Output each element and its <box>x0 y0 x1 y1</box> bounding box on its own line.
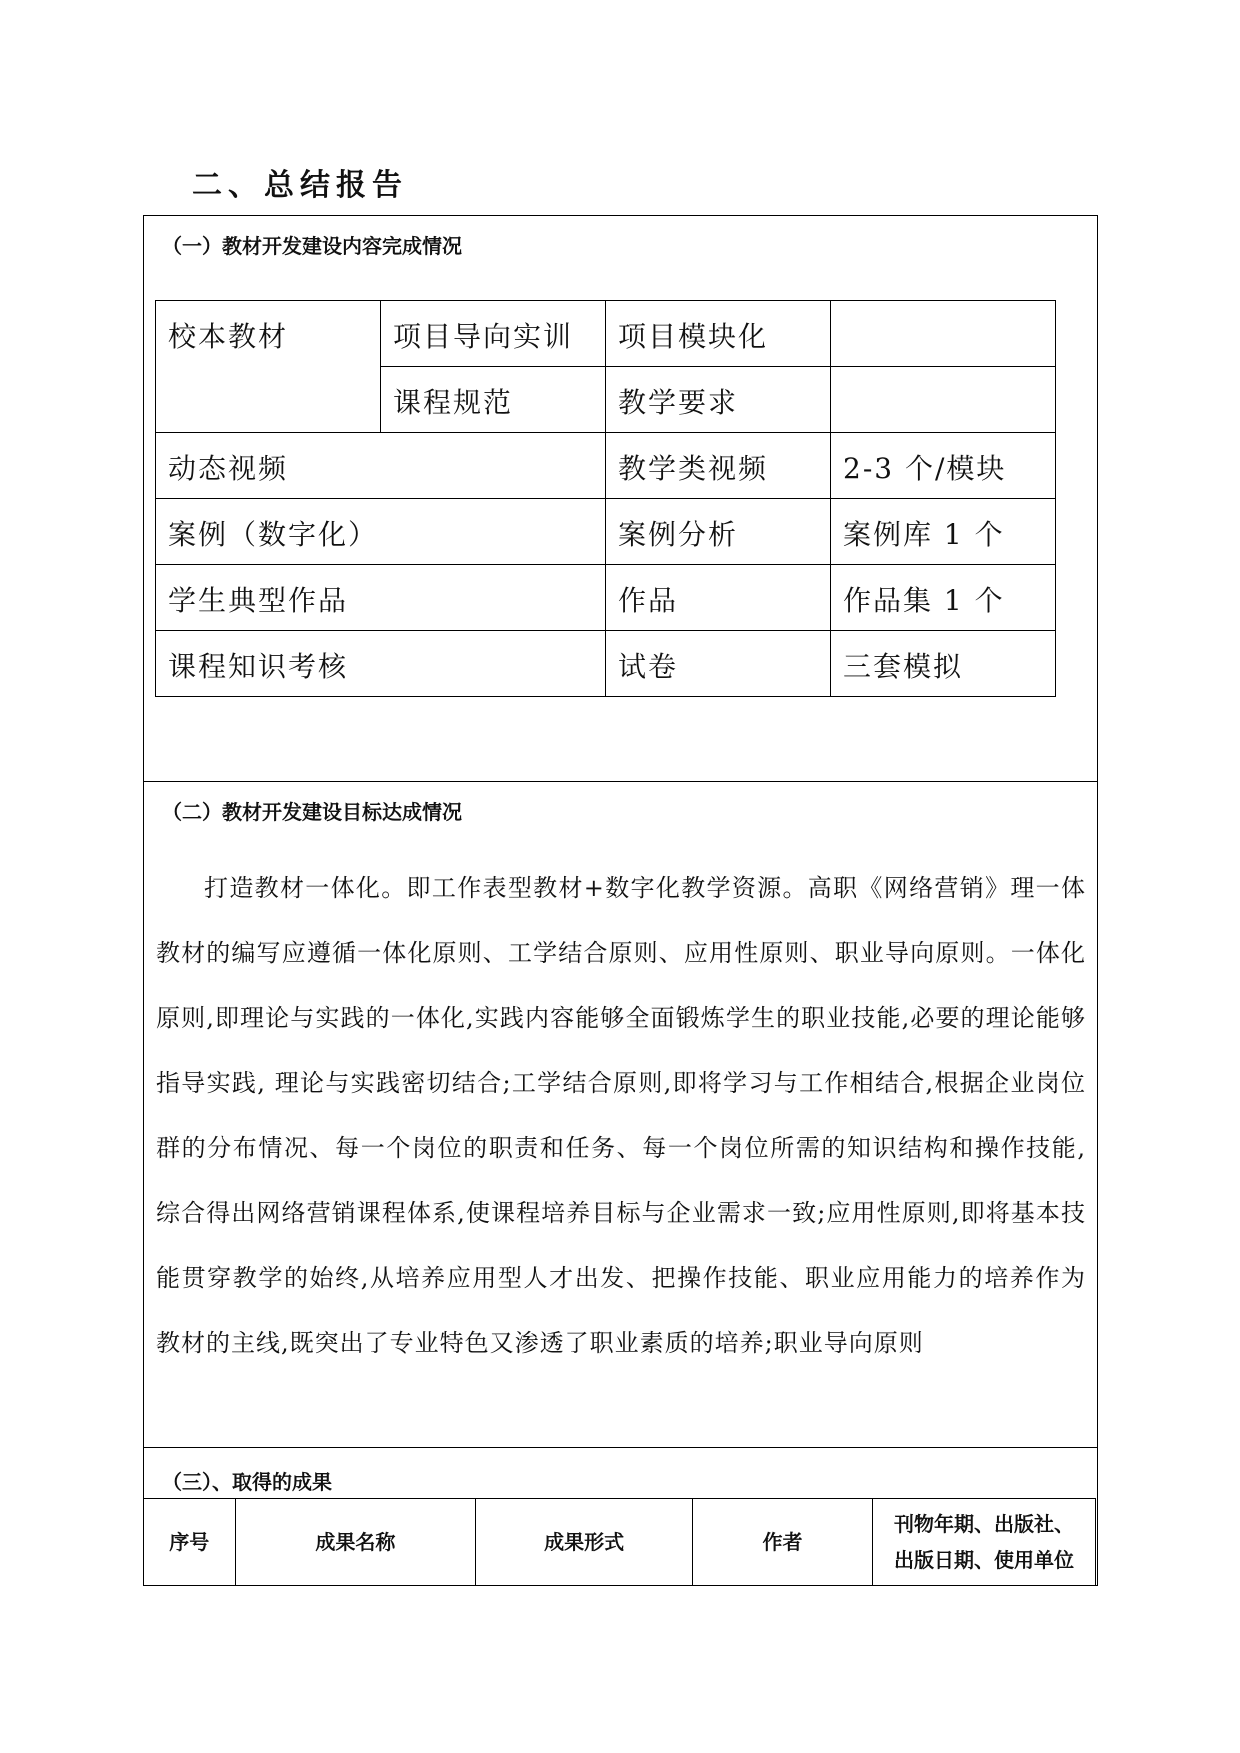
table-cell: 动态视频 <box>156 433 606 499</box>
table-cell: 教学要求 <box>606 367 831 433</box>
table-cell: 2-3 个/模块 <box>831 433 1056 499</box>
table-cell: 作品集 1 个 <box>831 565 1056 631</box>
table-cell: 课程规范 <box>381 367 606 433</box>
section-goal-achievement <box>144 782 1097 1448</box>
page-heading: 二、总结报告 <box>192 168 408 203</box>
section-content-completion <box>144 216 1097 782</box>
header-line: 刊物年期、出版社、 <box>894 1512 1075 1536</box>
table-header-row <box>144 1499 1096 1586</box>
section-title: （一）教材开发建设内容完成情况 <box>162 234 462 258</box>
content-completion-table <box>155 300 1056 697</box>
table-row <box>156 433 1056 499</box>
section-title: （二）教材开发建设目标达成情况 <box>162 800 462 824</box>
table-cell: 校本教材 <box>156 301 381 433</box>
table-row <box>156 565 1056 631</box>
header-line: 出版日期、使用单位 <box>894 1548 1075 1572</box>
table-row <box>156 301 1056 367</box>
table-row <box>156 499 1056 565</box>
report-form <box>143 215 1098 1586</box>
table-cell: 课程知识考核 <box>156 631 606 697</box>
table-cell: 案例分析 <box>606 499 831 565</box>
table-cell: 项目模块化 <box>606 301 831 367</box>
section-achievements <box>144 1448 1097 1585</box>
table-cell: 试卷 <box>606 631 831 697</box>
body-paragraph: 打造教材一体化。即工作表型教材+数字化教学资源。高职《网络营销》理一体教材的编写应遵循一体化原则、工学结合原则、应用性原则、职业导向原则。一体化原则,即理论与实践的一体化,实践内容能够全面锻炼学生的职业技能,必要的理论能够指导实践, 理论与实践密切结合;工学结合原则,即将学习与工作相结合,根据企业岗位群的分布情况、每一个岗位的职责和任务、每一个岗位所需的知识结构和操作技能,综合得出网络营销课程体系,使课程培养目标与企业需求一致;应用性原则,即将基本技能贯穿教学的始终,从培养应用型人才出发、把操作技能、职业应用能力的培养作为教材的主线,既突出了专业特色又渗透了职业素质的培养;职业导向原则 <box>156 874 1086 1357</box>
table-cell: 作品 <box>606 565 831 631</box>
header-cell-name: 成果名称 <box>235 1499 476 1586</box>
header-cell-index: 序号 <box>144 1499 236 1586</box>
section-title: （三）、取得的成果 <box>162 1470 332 1494</box>
table-cell: 教学类视频 <box>606 433 831 499</box>
table-cell <box>831 301 1056 367</box>
table-cell: 案例（数字化） <box>156 499 606 565</box>
header-cell-publication <box>873 1499 1096 1586</box>
table-cell: 项目导向实训 <box>381 301 606 367</box>
table-cell: 案例库 1 个 <box>831 499 1056 565</box>
table-cell: 三套模拟 <box>831 631 1056 697</box>
achievements-table <box>143 1498 1096 1586</box>
table-cell: 学生典型作品 <box>156 565 606 631</box>
header-cell-author: 作者 <box>693 1499 873 1586</box>
table-cell <box>831 367 1056 433</box>
table-row <box>156 631 1056 697</box>
header-cell-form: 成果形式 <box>476 1499 693 1586</box>
